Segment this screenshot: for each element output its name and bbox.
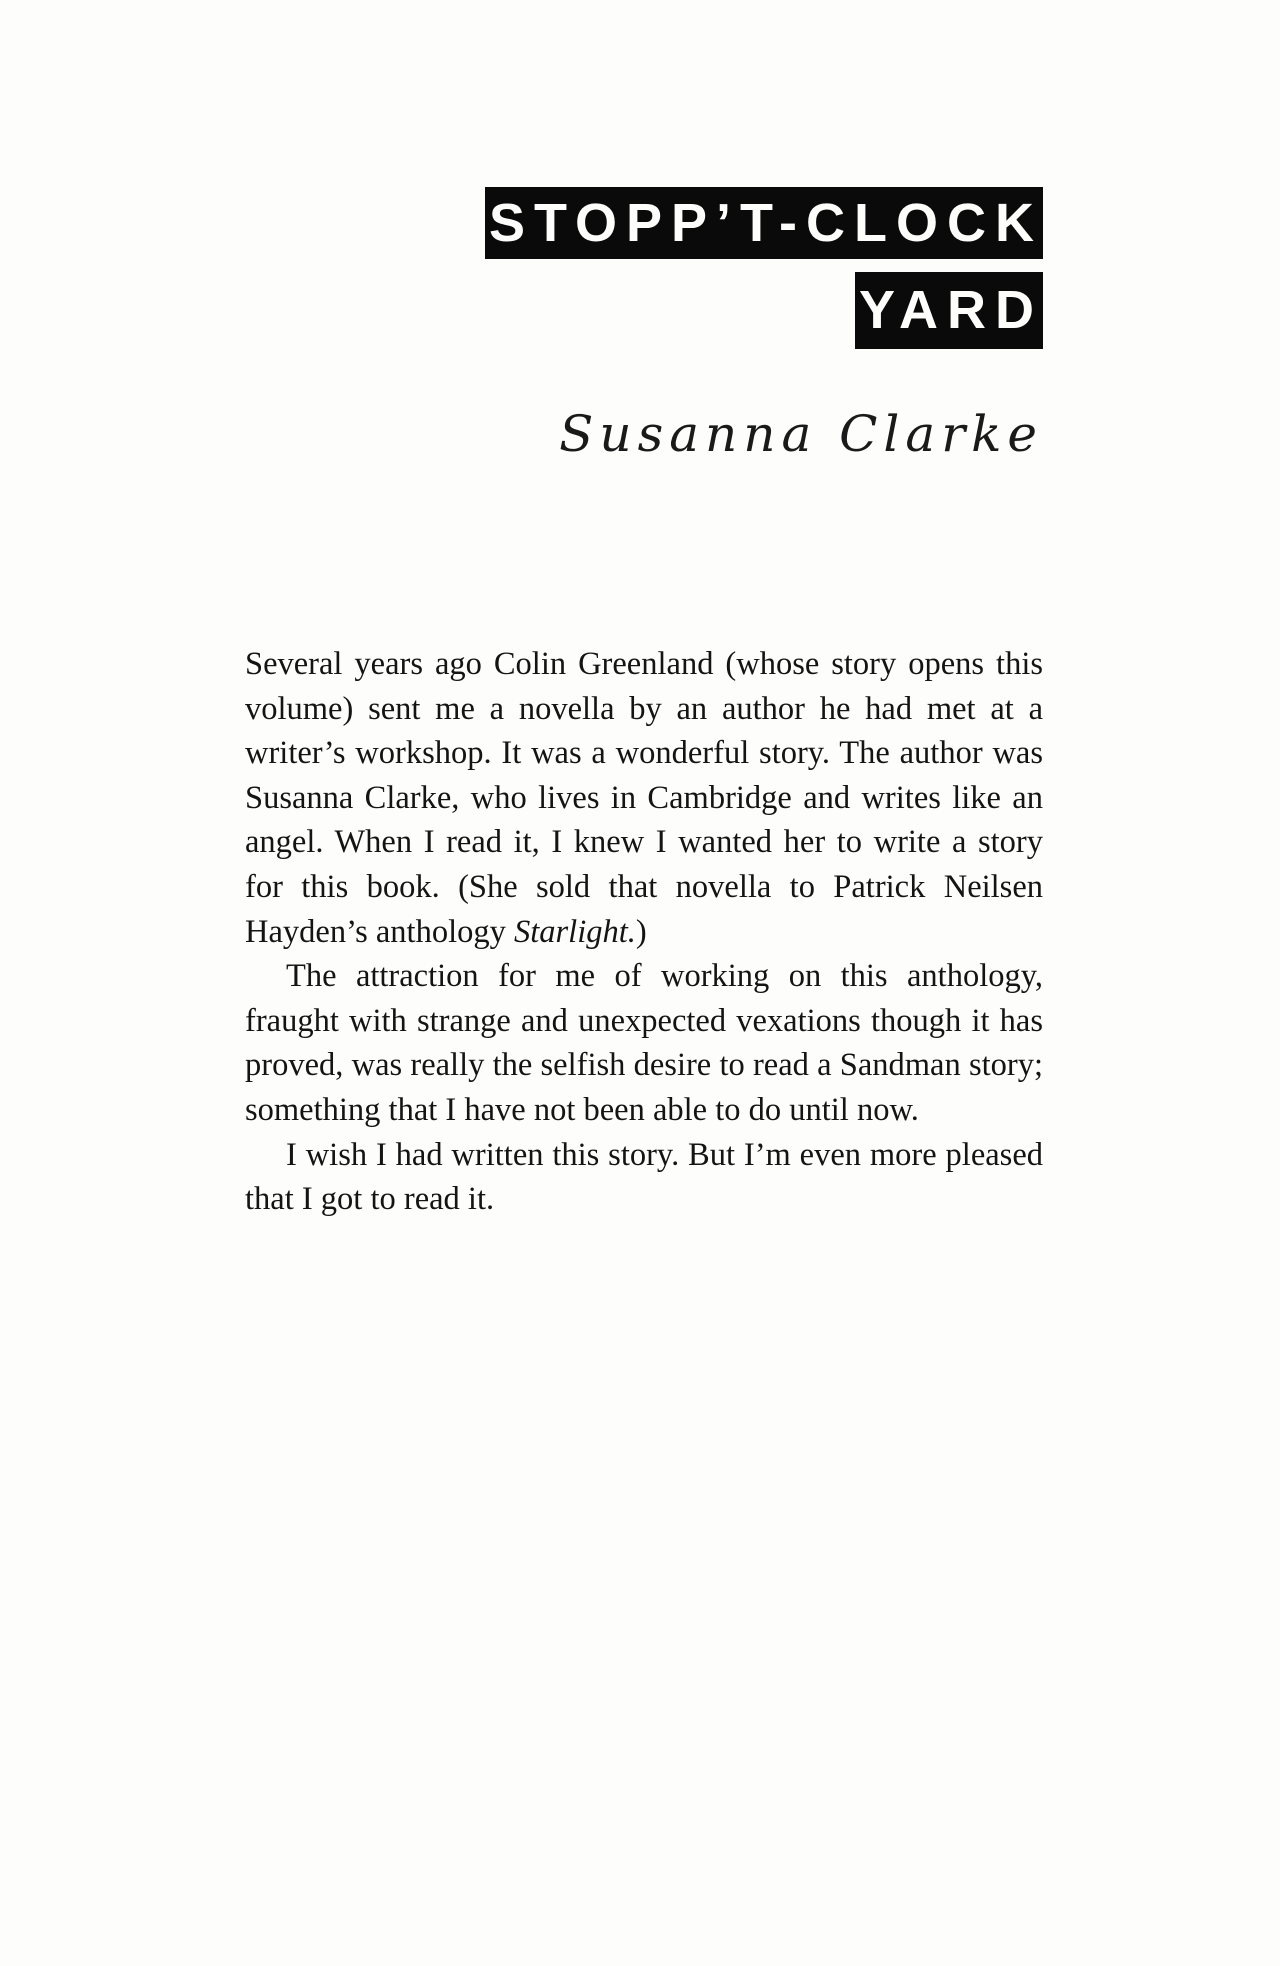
author-name: Susanna Clarke	[559, 405, 1043, 463]
story-title-line-1: STOPP’T-CLOCK	[485, 187, 1043, 259]
intro-paragraph-3: I wish I had written this story. But I’m even more pleased that I got to read it.	[245, 1136, 1043, 1218]
intro-paragraph-2: The attraction for me of working on this anthology, fraught with strange and unexpected vexations though it has proved, was really the selfish desire to read a Sandman story; something that I have not been able to do until now.	[245, 958, 1043, 1128]
story-title	[485, 187, 1043, 349]
intro-paragraph-1-close: )	[635, 913, 647, 950]
story-title-line-2: YARD	[855, 272, 1043, 349]
introduction-text	[245, 642, 1043, 1222]
intro-paragraph-1	[245, 642, 1043, 954]
intro-paragraph-1-text: Several years ago Colin Greenland (whose story opens this volume) sent me a novella by an author he had met at a writer’s workshop. It was a wonderful story. The author was Susanna Clarke, who lives in Cambridge and writes like an angel. When I read it, I knew I wanted her to write a story for this book. (She sold that novella to Patrick Neilsen Hayden’s anthology	[245, 646, 1043, 950]
book-title-starlight: Starlight.	[513, 913, 636, 950]
